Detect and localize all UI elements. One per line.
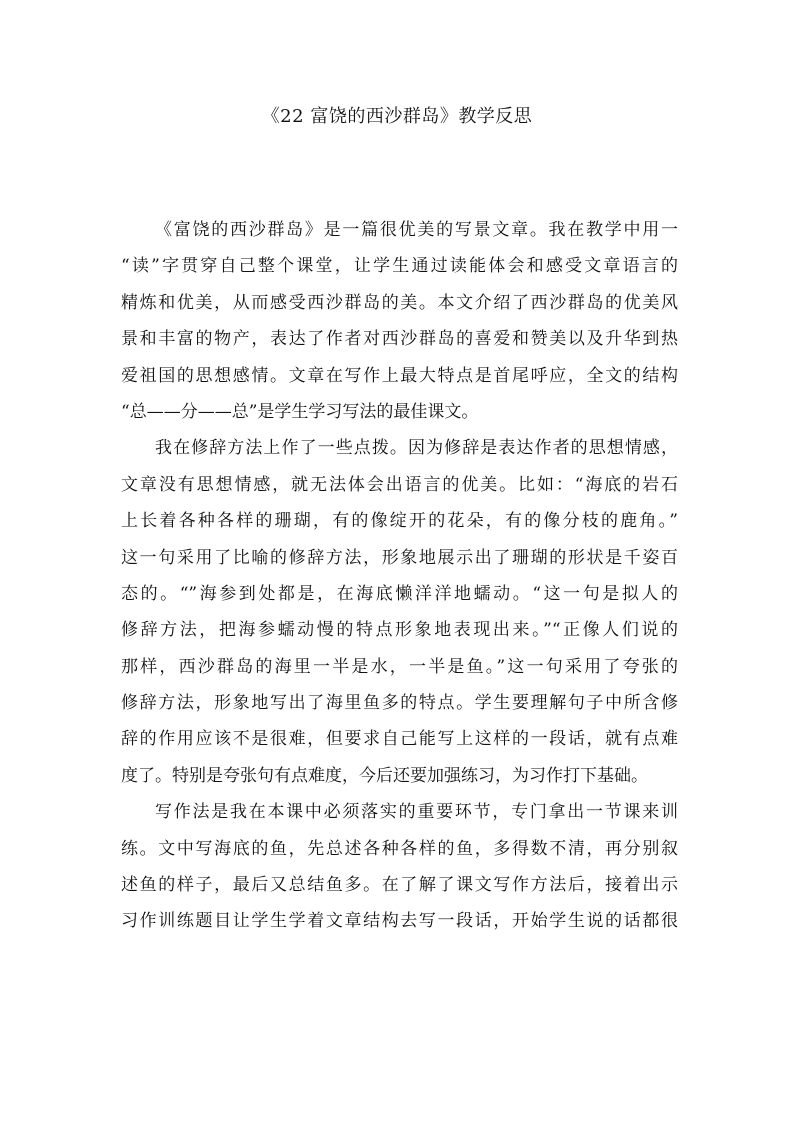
paragraph-2-line-2: 文章没有思想情感，就无法体会出语言的优美。比如：“海底的岩石 — [121, 474, 678, 495]
paragraph-2-line-3: 上长着各种各样的珊瑚，有的像绽开的花朵，有的像分枝的鹿角。” — [121, 511, 678, 532]
paragraph-2-line-4: 这一句采用了比喻的修辞方法，形象地展示出了珊瑚的形状是千姿百 — [121, 547, 678, 568]
paragraph-1-line-2: “读”字贯穿自己整个课堂，让学生通过读能体会和感受文章语言的 — [121, 256, 678, 277]
document-body — [121, 212, 678, 940]
paragraph-3-line-1: 写作法是我在本课中必须落实的重要环节，专门拿出一节课来训 — [155, 802, 678, 823]
paragraph-1-line-4: 景和丰富的物产，表达了作者对西沙群岛的喜爱和赞美以及升华到热 — [121, 329, 678, 350]
paragraph-2-line-6: 修辞方法，把海参蠕动慢的特点形象地表现出来。”“正像人们说的 — [121, 620, 678, 641]
paragraph-3-line-4: 习作训练题目让学生学着文章结构去写一段话，开始学生说的话都很 — [121, 911, 678, 932]
paragraph-3-line-2: 练。文中写海底的鱼，先总述各种各样的鱼，多得数不清，再分别叙 — [121, 838, 678, 859]
paragraph-1-line-5: 爱祖国的思想感情。文章在写作上最大特点是首尾呼应，全文的结构 — [121, 365, 678, 386]
paragraph-2-line-9: 辞的作用应该不是很难，但要求自己能写上这样的一段话，就有点难 — [121, 729, 678, 750]
paragraph-2-line-10: 度了。特别是夸张句有点难度，今后还要加强练习，为习作打下基础。 — [121, 765, 648, 786]
paragraph-1-line-3: 精炼和优美，从而感受西沙群岛的美。本文介绍了西沙群岛的优美风 — [121, 292, 678, 313]
paragraph-1-line-1: 《富饶的西沙群岛》是一篇很优美的写景文章。我在教学中用一 — [155, 220, 678, 240]
paragraph-2-line-1: 我在修辞方法上作了一些点拨。因为修辞是表达作者的思想情感， — [155, 438, 678, 459]
paragraph-1-line-6: “总——分——总”是学生学习写法的最佳课文。 — [121, 401, 479, 422]
paragraph-2-line-5: 态的。“”海参到处都是，在海底懒洋洋地蠕动。“这一句是拟人的 — [121, 583, 678, 604]
paragraph-2-line-7: 那样，西沙群岛的海里一半是水，一半是鱼。”这一句采用了夸张的 — [121, 656, 678, 677]
paragraph-3-line-3: 述鱼的样子，最后又总结鱼多。在了解了课文写作方法后，接着出示 — [121, 875, 678, 896]
document-title: 《22 富饶的西沙群岛》教学反思 — [261, 106, 533, 127]
paragraph-2-line-8: 修辞方法，形象地写出了海里鱼多的特点。学生要理解句子中所含修 — [121, 693, 678, 714]
